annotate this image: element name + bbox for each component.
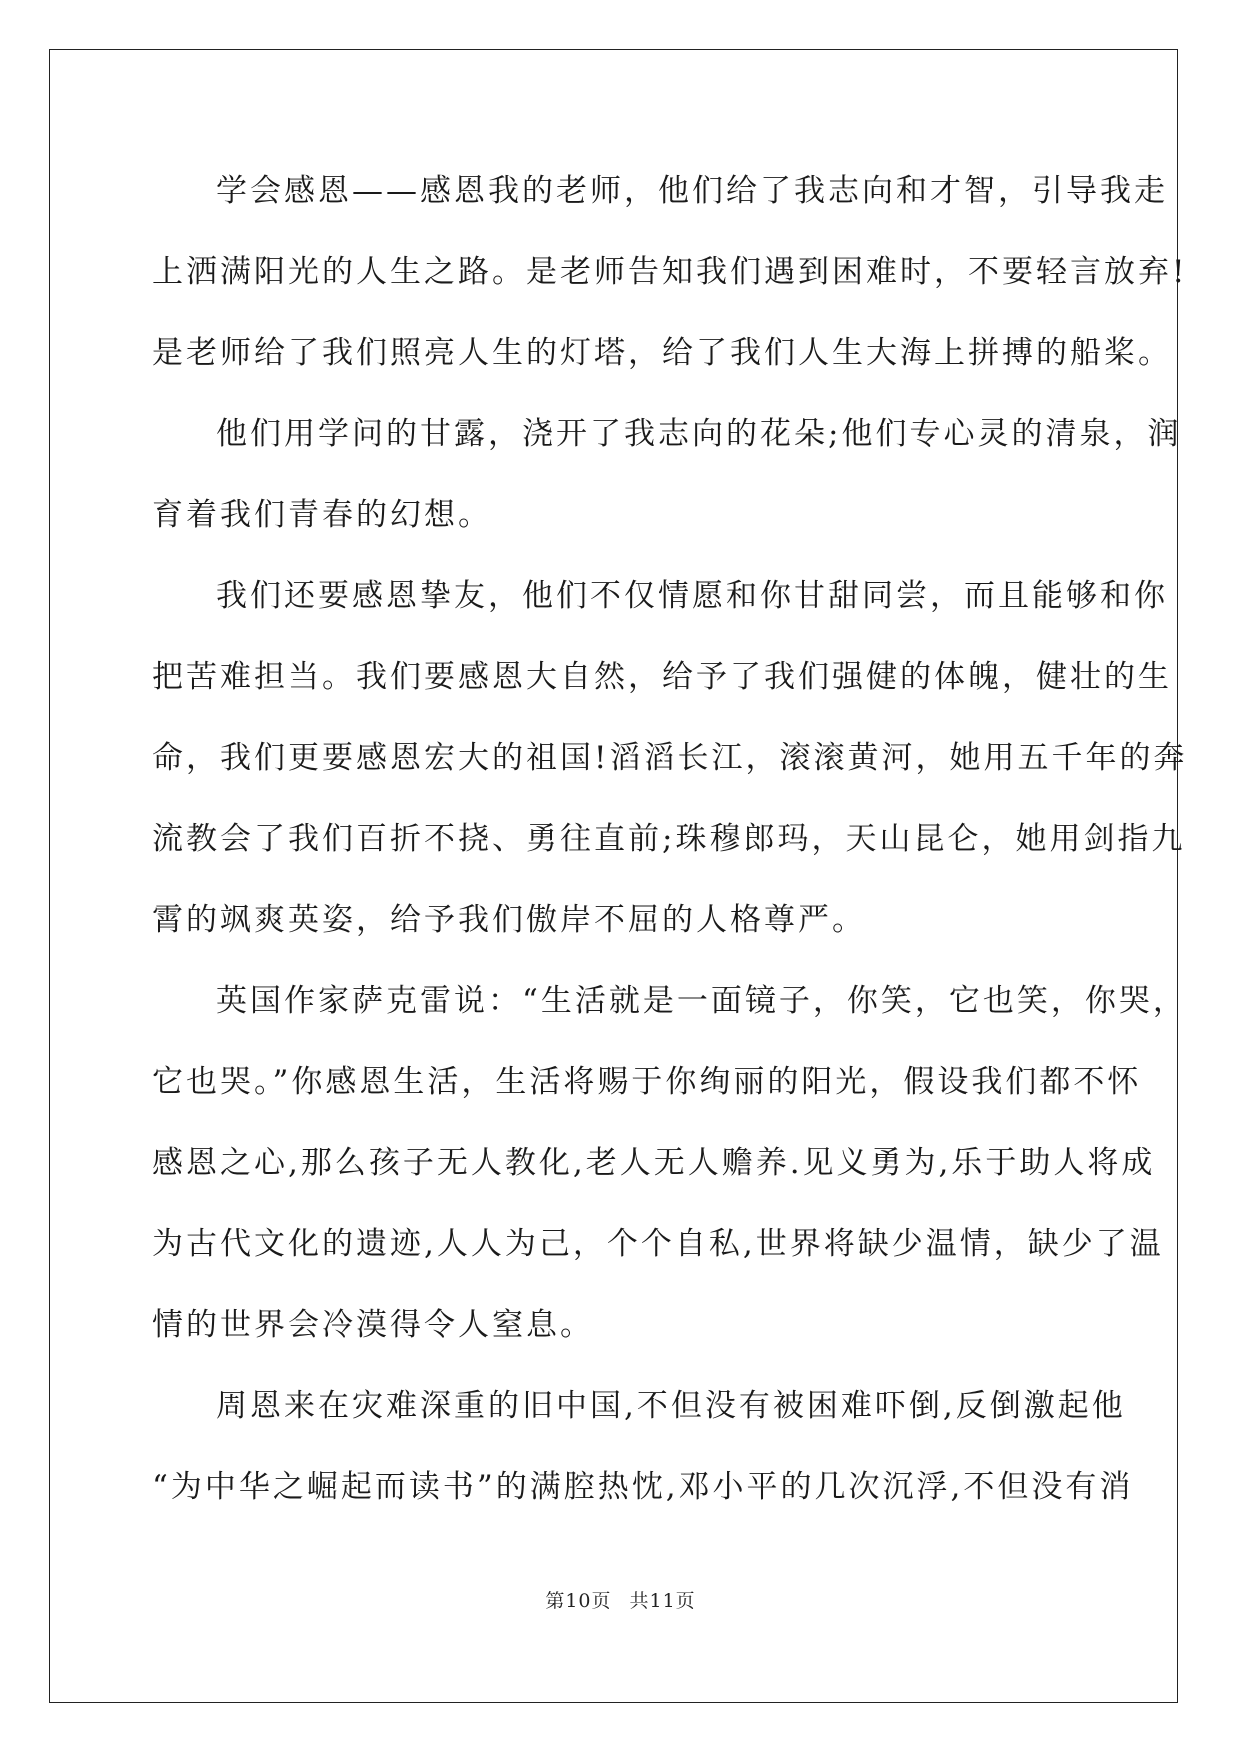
text-line: 把苦难担当。我们要感恩大自然，给予了我们强健的体魄，健壮的生	[152, 659, 1172, 695]
page-footer	[0, 1586, 1241, 1613]
text-line: 学会感恩——感恩我的老师，他们给了我志向和才智，引导我走	[216, 173, 1168, 209]
text-line: “为中华之崛起而读书”的满腔热忱,邓小平的几次沉浮,不但没有消	[152, 1469, 1134, 1505]
text-line: 情的世界会冷漠得令人窒息。	[152, 1307, 594, 1343]
text-line: 它也哭。”你感恩生活，生活将赐于你绚丽的阳光，假设我们都不怀	[152, 1064, 1142, 1100]
text-line: 流教会了我们百折不挠、勇往直前;珠穆郎玛，天山昆仑，她用剑指九	[152, 821, 1186, 857]
text-line: 霄的飒爽英姿，给予我们傲岸不屈的人格尊严。	[152, 902, 866, 938]
page-number: 第10页	[545, 1590, 612, 1612]
text-line: 感恩之心,那么孩子无人教化,老人无人赡养.见义勇为,乐于助人将成	[152, 1145, 1156, 1181]
text-line: 他们用学问的甘露，浇开了我志向的花朵;他们专心灵的清泉，润	[216, 416, 1182, 452]
page-total: 共11页	[629, 1590, 696, 1612]
text-line: 周恩来在灾难深重的旧中国,不但没有被困难吓倒,反倒激起他	[216, 1388, 1126, 1424]
text-line: 是老师给了我们照亮人生的灯塔，给了我们人生大海上拼搏的船桨。	[152, 335, 1172, 371]
text-line: 育着我们青春的幻想。	[152, 497, 492, 533]
document-body	[152, 163, 1188, 1540]
text-line: 我们还要感恩挚友，他们不仅情愿和你甘甜同尝，而且能够和你	[216, 578, 1168, 614]
text-line: 命，我们更要感恩宏大的祖国!滔滔长江，滚滚黄河，她用五千年的奔	[152, 740, 1188, 776]
text-line: 英国作家萨克雷说：“生活就是一面镜子，你笑，它也笑，你哭，	[216, 983, 1187, 1019]
text-line: 为古代文化的遗迹,人人为己，个个自私,世界将缺少温情，缺少了温	[152, 1226, 1164, 1262]
text-line: 上洒满阳光的人生之路。是老师告知我们遇到困难时，不要轻言放弃!	[152, 254, 1188, 290]
